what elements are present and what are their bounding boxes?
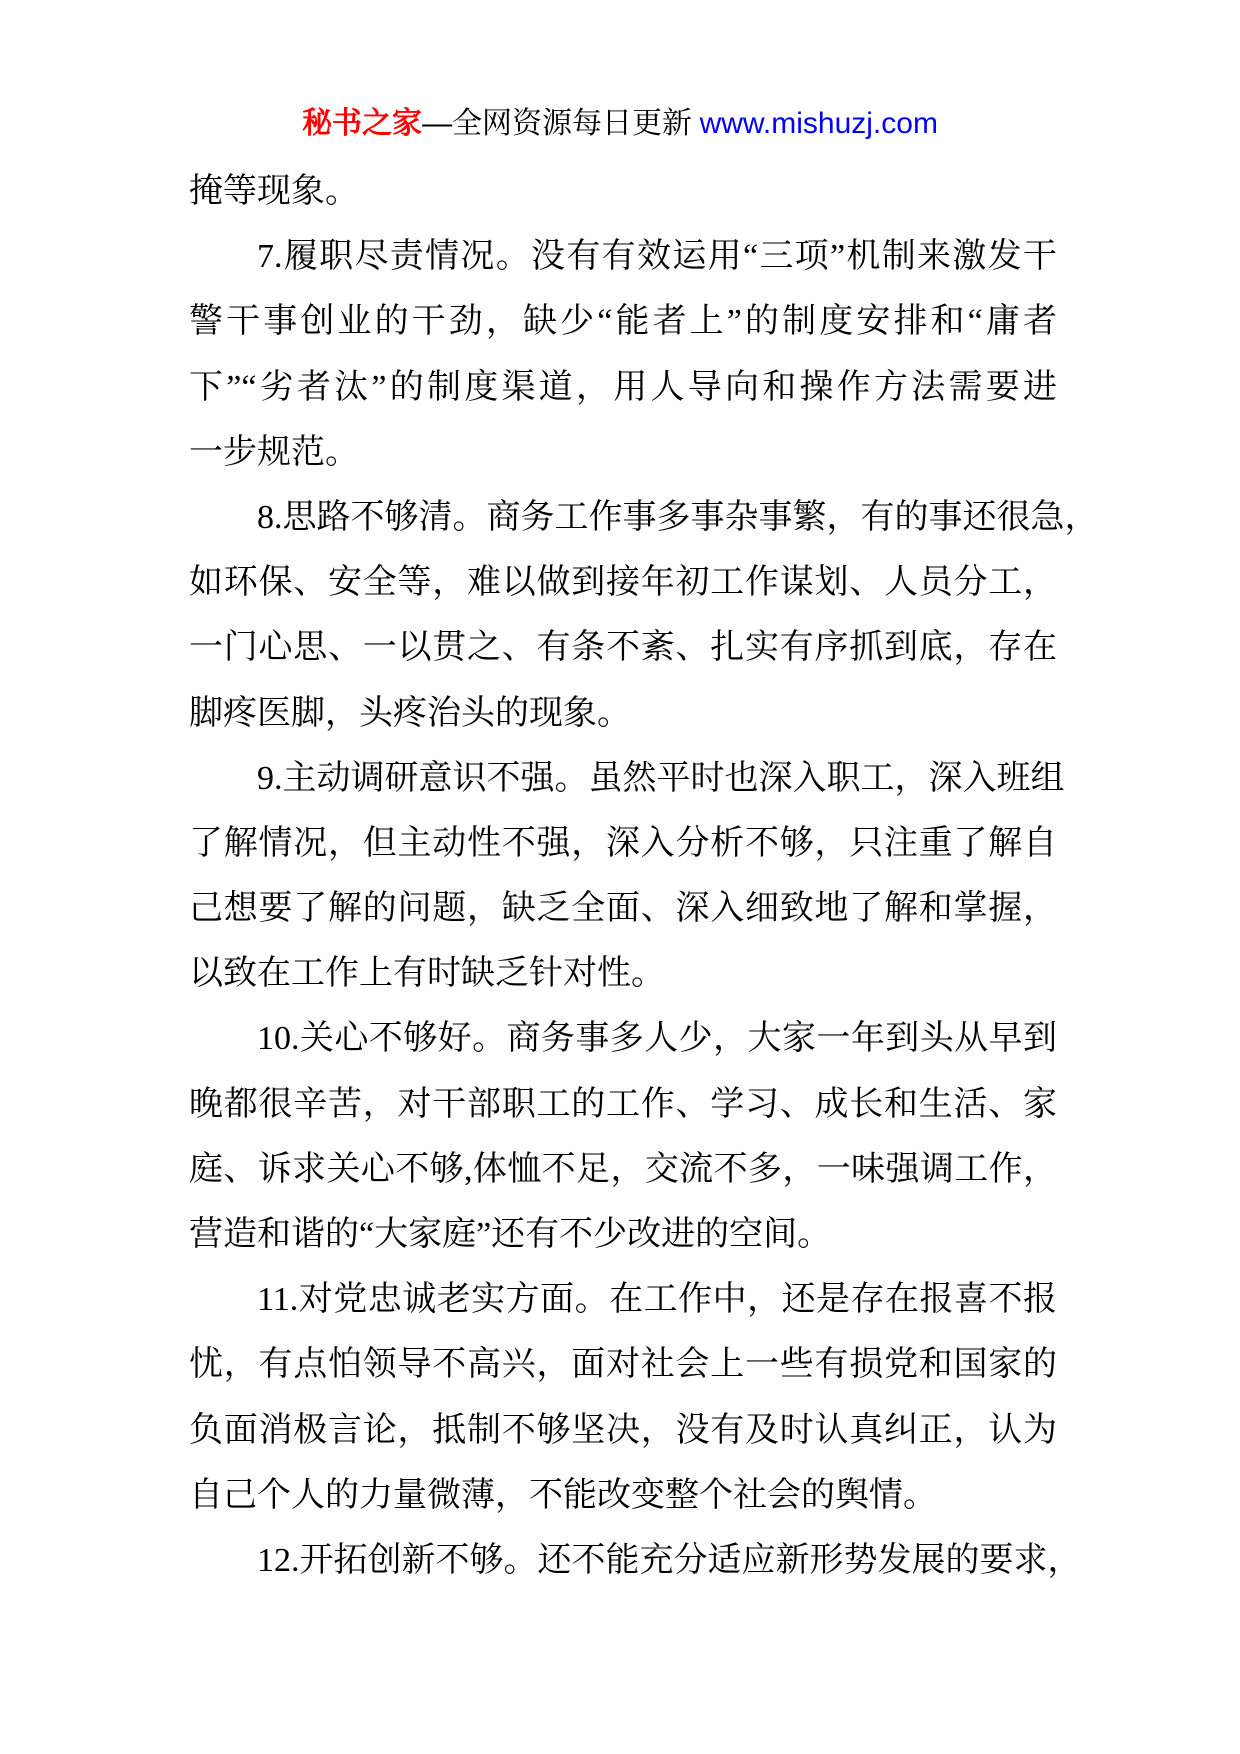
text-line: 负面消极言论，抵制不够坚决，没有及时认真纠正，认为 bbox=[189, 1411, 1057, 1449]
paragraph-11 bbox=[189, 1267, 1057, 1528]
text-line: 10.关心不够好。商务事多人少，大家一年到头从早到 bbox=[257, 1020, 1057, 1058]
text-line: 己想要了解的问题，缺乏全面、深入细致地了解和掌握， bbox=[189, 890, 1057, 928]
text-line: 以致在工作上有时缺乏针对性。 bbox=[189, 955, 665, 993]
paragraph-8 bbox=[189, 485, 1099, 746]
text-line: 11.对党忠诚老实方面。在工作中，还是存在报喜不报 bbox=[257, 1281, 1057, 1319]
paragraph-10 bbox=[189, 1006, 1057, 1267]
paragraph-9 bbox=[189, 746, 1065, 1007]
text-line: 如环保、安全等，难以做到接年初工作谋划、人员分工， bbox=[189, 564, 1057, 602]
text-line: 掩等现象。 bbox=[189, 173, 359, 210]
text-line: 晚都很辛苦，对干部职工的工作、学习、成长和生活、家 bbox=[189, 1085, 1057, 1123]
paragraph-12 bbox=[189, 1528, 1082, 1593]
text-line: 忧，有点怕领导不高兴，面对社会上一些有损党和国家的 bbox=[189, 1346, 1057, 1384]
brand-name: 秘书之家 bbox=[302, 107, 423, 140]
paragraph-7 bbox=[189, 224, 1057, 485]
text-line: 自己个人的力量微薄，不能改变整个社会的舆情。 bbox=[189, 1476, 937, 1514]
text-line: 营造和谐的“大家庭”还有不少改进的空间。 bbox=[189, 1216, 832, 1253]
text-line: 下”“劣者汰”的制度渠道，用人导向和操作方法需要进 bbox=[189, 368, 1057, 406]
site-url: www.mishuzj.com bbox=[699, 107, 938, 140]
document-body bbox=[189, 159, 1099, 1593]
paragraph-continuation bbox=[189, 159, 1057, 224]
text-line: 庭、诉求关心不够,体恤不足，交流不多，一味强调工作， bbox=[189, 1150, 1057, 1188]
header-tagline: —全网资源每日更新 bbox=[422, 107, 693, 140]
text-line: 一门心思、一以贯之、有条不紊、扎实有序抓到底，存在 bbox=[189, 629, 1057, 667]
text-line: 了解情况，但主动性不强，深入分析不够，只注重了解自 bbox=[189, 824, 1057, 862]
text-line: 9.主动调研意识不强。虽然平时也深入职工，深入班组 bbox=[257, 759, 1065, 797]
text-line: 一步规范。 bbox=[189, 433, 359, 471]
site-header bbox=[0, 102, 1240, 146]
text-line: 脚疼医脚，头疼治头的现象。 bbox=[189, 694, 631, 732]
text-line: 警干事创业的干劲，缺少“能者上”的制度安排和“庸者 bbox=[189, 303, 1057, 341]
text-line: 8.思路不够清。商务工作事多事杂事繁，有的事还很急， bbox=[257, 498, 1099, 536]
text-line: 12.开拓创新不够。还不能充分适应新形势发展的要求， bbox=[257, 1541, 1082, 1579]
text-line: 7.履职尽责情况。没有有效运用“三项”机制来激发干 bbox=[257, 238, 1057, 276]
